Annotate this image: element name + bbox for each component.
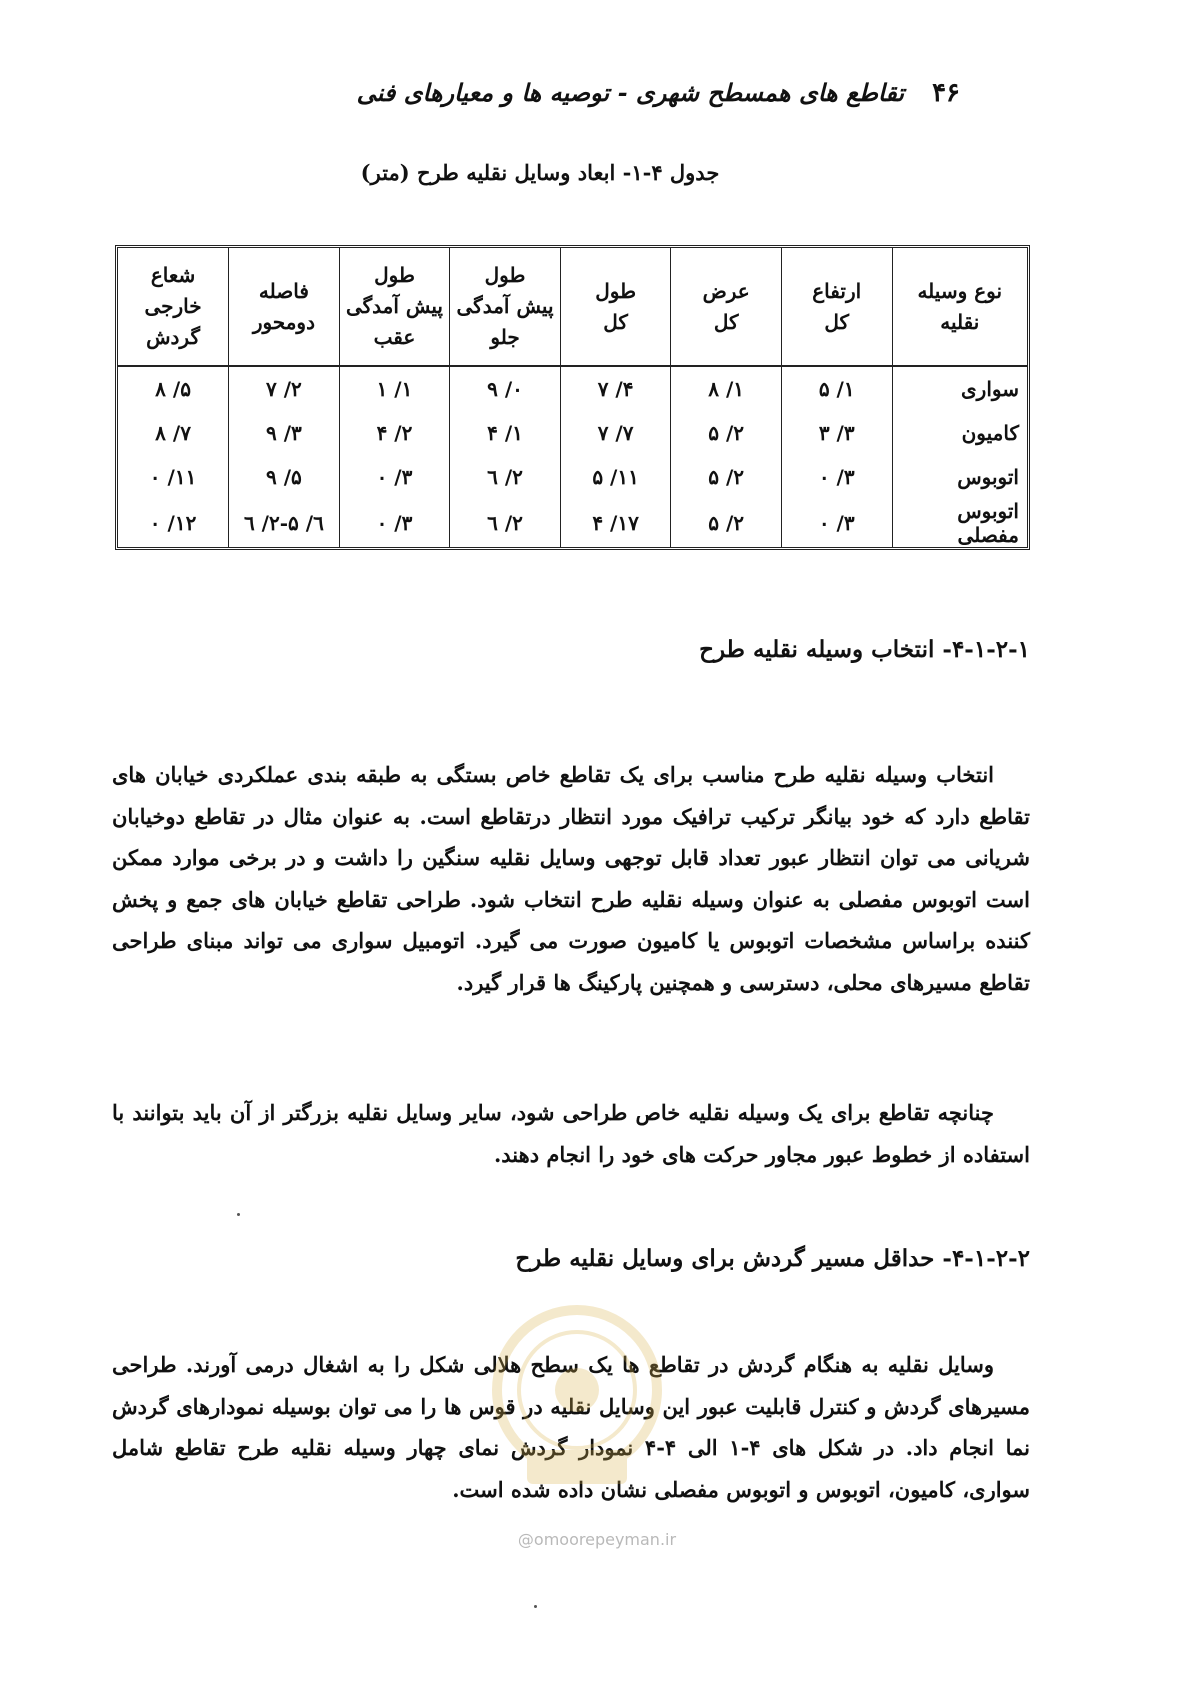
body-paragraph: انتخاب وسیله نقلیه طرح مناسب برای یک تقاطع خاص بستگی به طبقه بندی عملکردی خیابان های تقاطع دارد که خود بیانگر ترکیب ترافیک مورد انتظار درتقاطع است. به عنوان مثال در تقاطع دوخیابان شریانی می توان انتظار عبور تعداد قابل توجهی وسایل نقلیه سنگین را داشت و در برخی موارد ممکن است اتوبوس مفصلی به عنوان وسیله نقلیه طرح انتخاب شود. طراحی تقاطع خیابان های جمع و پخش کننده براساس مشخصات اتوبوس یا کامیون صورت می گیرد. اتومبیل سواری می تواند مبنای طراحی تقاطع مسیرهای محلی، دسترسی و همچنین پارکینگ ها قرار گیرد. — [112, 762, 1030, 995]
table-caption: جدول ۴-۱- ابعاد وسایل نقلیه طرح (متر) — [360, 160, 720, 185]
vehicle-dimensions-table — [115, 245, 1030, 550]
table-header-row — [118, 248, 1027, 366]
book-title: تقاطع های همسطح شهری - توصیه ها و معیارهای فنی — [356, 78, 905, 107]
table-cell: ۳/ ۳ — [781, 411, 892, 455]
table-cell: ۱۱/ ۰ — [149, 465, 197, 489]
column-header: نوع وسیله نقلیه — [892, 248, 1027, 366]
table-row — [118, 366, 1027, 411]
table-cell: ۳/ ۰ — [781, 499, 892, 547]
column-header: طول پیش آمدگی عقب — [339, 248, 450, 366]
table-cell: ۱۷/ ۴ — [560, 499, 671, 547]
section-heading: ۴-۱-۲-۱- انتخاب وسیله نقلیه طرح — [699, 636, 1030, 663]
table-cell: ۵/ ۹ — [229, 455, 340, 499]
table-cell: ۲/ ۵ — [671, 499, 782, 547]
body-paragraph: چنانچه تقاطع برای یک وسیله نقلیه خاص طراحی شود، سایر وسایل نقلیه بزرگتر از آن باید بتوانند با استفاده از خطوط عبور مجاور حرکت های خود را انجام دهند. — [112, 1100, 1030, 1167]
table-cell: ۳/ ۰ — [339, 455, 450, 499]
table-cell: ۱/ ۵ — [781, 366, 892, 411]
vehicle-type-cell: اتوبوس مفصلی — [892, 499, 1027, 547]
table-cell: ۲/ ٦ — [450, 499, 561, 547]
column-header: فاصله دومحور — [229, 248, 340, 366]
table-cell: ۲/ ٦ — [450, 455, 561, 499]
table-row — [118, 499, 1027, 547]
table-cell: ٦/ ۲-۵/ ٦ — [229, 499, 340, 547]
column-header: طول کل — [560, 248, 671, 366]
column-header: عرض کل — [671, 248, 782, 366]
scan-speck — [534, 1605, 537, 1608]
table-cell: ۷/ ۸ — [155, 421, 191, 445]
table-cell: ۲/ ۵ — [671, 411, 782, 455]
column-header: شعاع خارجی گردش — [118, 248, 229, 366]
table-cell: ۲/ ۵ — [671, 455, 782, 499]
table-cell: ۳/ ۹ — [229, 411, 340, 455]
table-cell: ۳/ ۰ — [339, 499, 450, 547]
table-cell: ۲/ ۷ — [229, 366, 340, 411]
table-row — [118, 455, 1027, 499]
table-row — [118, 411, 1027, 455]
vehicle-type-cell: اتوبوس — [892, 455, 1027, 499]
running-header — [120, 78, 960, 108]
table-cell: ۱/ ۴ — [450, 411, 561, 455]
table-cell: ۲/ ۴ — [339, 411, 450, 455]
table-cell: ۴/ ۷ — [560, 366, 671, 411]
scan-speck — [237, 1213, 240, 1216]
page-number: ۴۶ — [932, 78, 960, 108]
table-cell: ۱۲/ ۰ — [149, 511, 197, 535]
table-cell: ۵/ ۸ — [155, 377, 191, 401]
vehicle-type-cell: کامیون — [892, 411, 1027, 455]
table-cell: ۷/ ۷ — [560, 411, 671, 455]
table-cell: ۰/ ۹ — [450, 366, 561, 411]
section-heading: ۴-۱-۲-۲- حداقل مسیر گردش برای وسایل نقلیه طرح — [515, 1245, 1030, 1272]
vehicle-type-cell: سواری — [892, 366, 1027, 411]
table-cell: ۱/ ۱ — [339, 366, 450, 411]
table-cell: ۳/ ۰ — [781, 455, 892, 499]
watermark-text: @omoorepeyman.ir — [517, 1530, 677, 1549]
column-header: طول پیش آمدگی جلو — [450, 248, 561, 366]
table-cell: ۱/ ۸ — [671, 366, 782, 411]
column-header: ارتفاع کل — [781, 248, 892, 366]
body-paragraph: وسایل نقلیه به هنگام گردش در تقاطع ها یک سطح هلالی شکل را به اشغال درمی آورند. طراحی مسیرهای گردش و کنترل قابلیت عبور این وسایل نقلیه در قوس ها را می توان بوسیله نمودارهای گردش نما انجام داد. در شکل های ۴-۱ الی ۴-۴ نمودار گردش نمای چهار وسیله نقلیه طرح تقاطع شامل سواری، کامیون، اتوبوس و اتوبوس مفصلی نشان داده شده است. — [112, 1352, 1030, 1502]
table-cell: ۱۱/ ۵ — [560, 455, 671, 499]
